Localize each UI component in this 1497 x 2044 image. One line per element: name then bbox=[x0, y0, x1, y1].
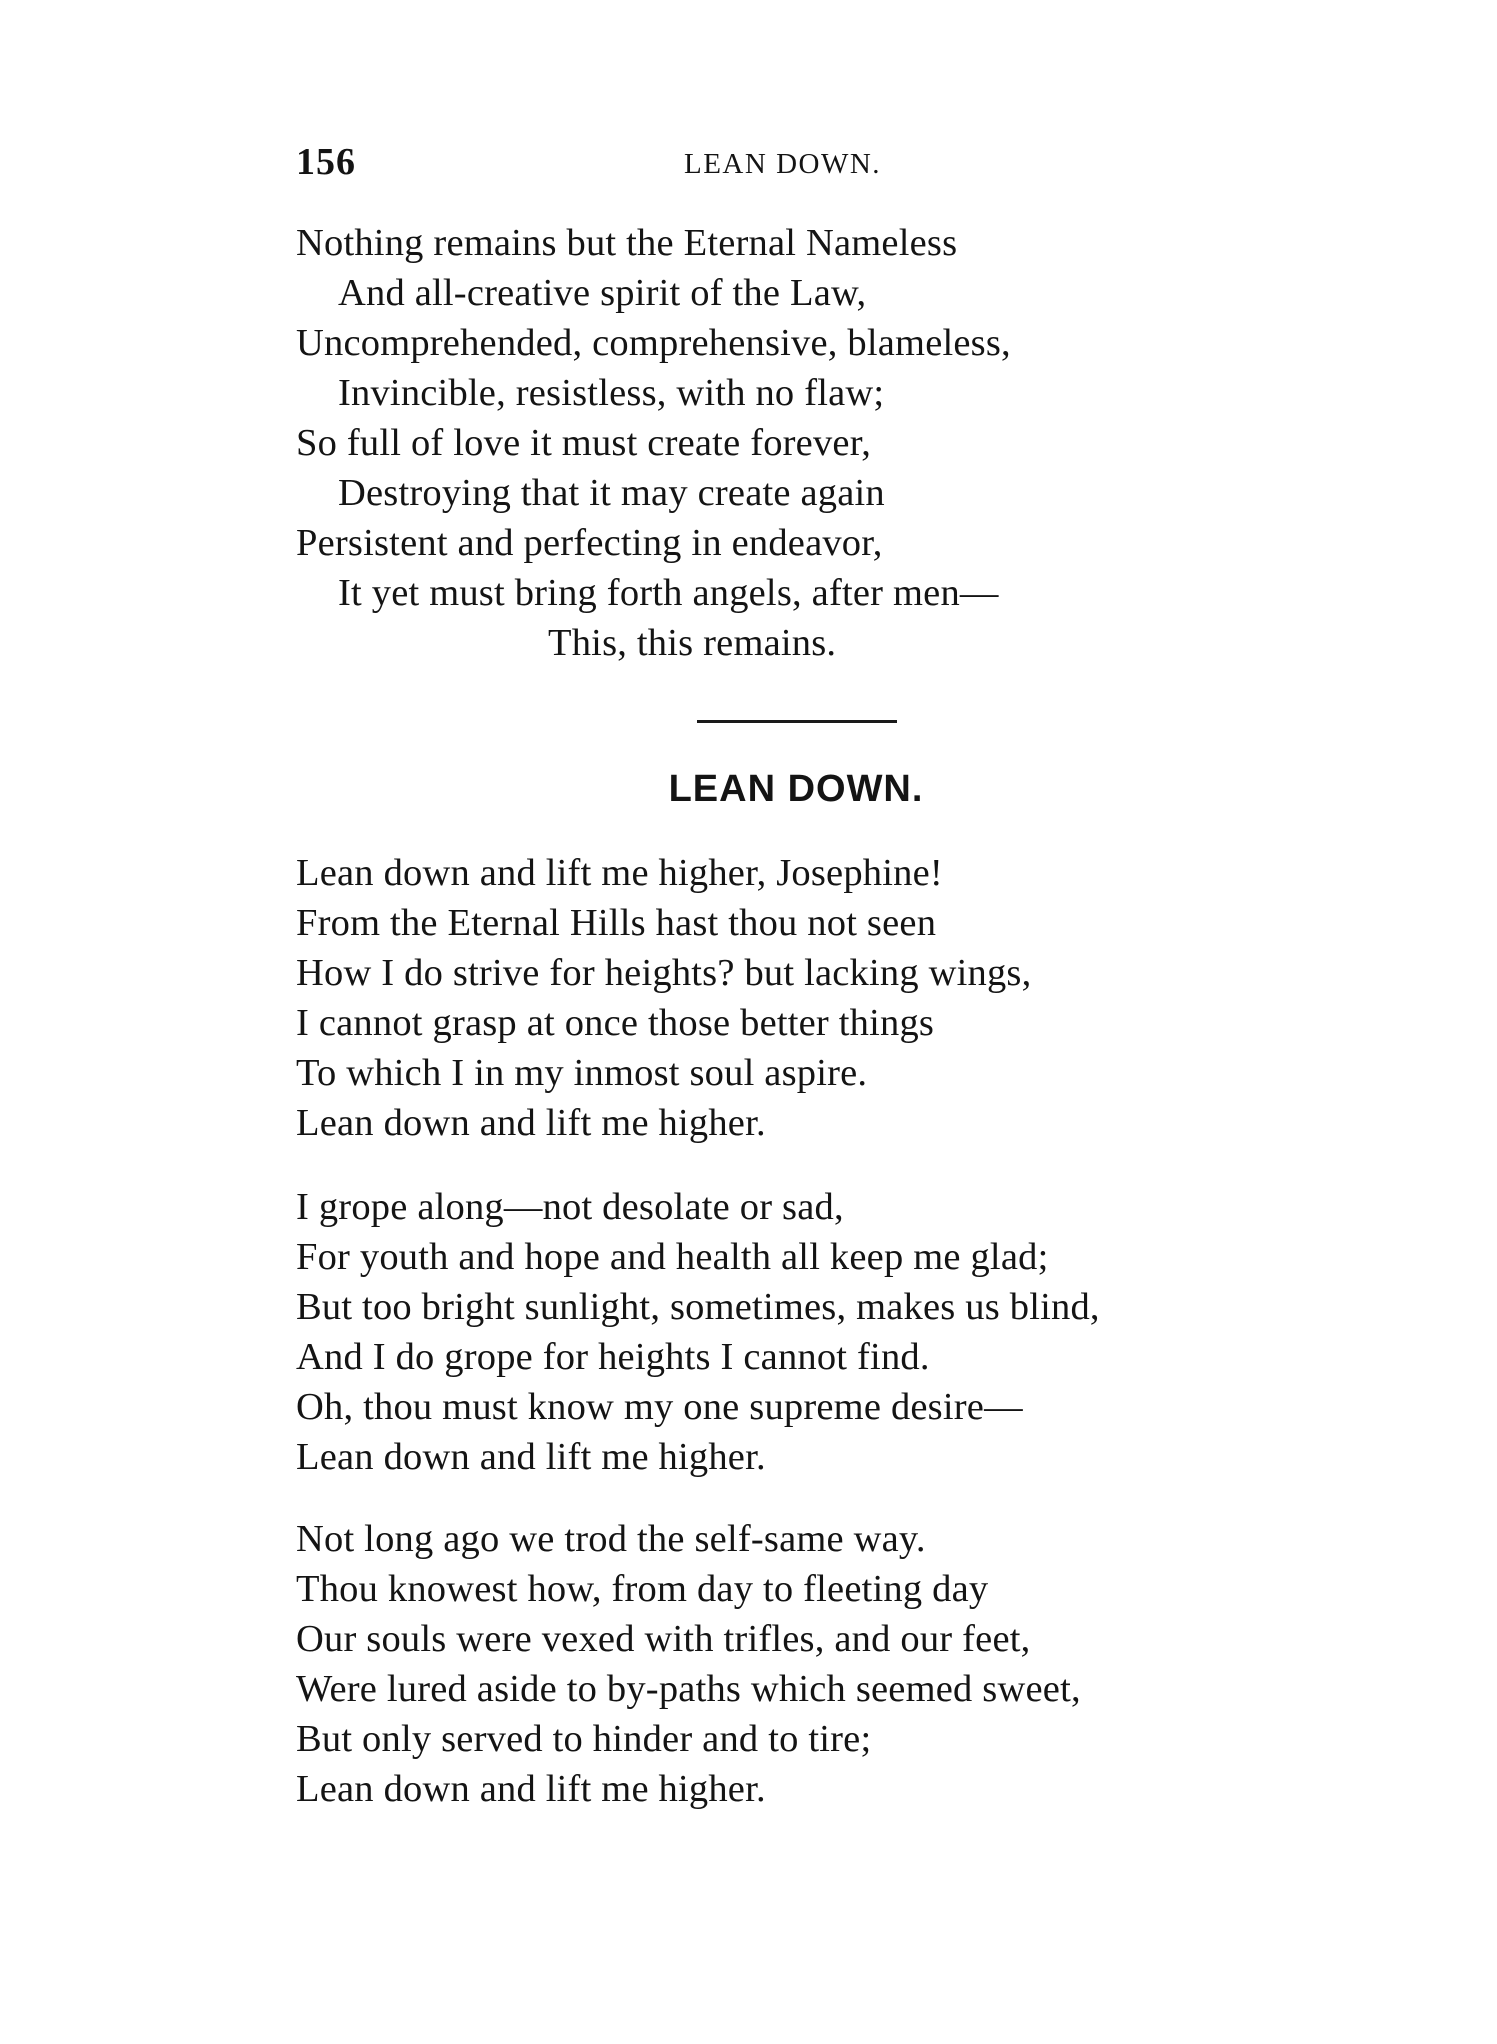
verse-line: But only served to hinder and to tire; bbox=[296, 1718, 872, 1760]
verse-line: How I do strive for heights? but lacking wings, bbox=[296, 952, 1032, 994]
verse-line: I grope along—not desolate or sad, bbox=[296, 1186, 844, 1228]
section-divider bbox=[697, 720, 897, 723]
verse-line: And I do grope for heights I cannot find. bbox=[296, 1336, 930, 1378]
verse-line: I cannot grasp at once those better things bbox=[296, 1002, 935, 1044]
verse-line: From the Eternal Hills hast thou not seen bbox=[296, 902, 937, 944]
verse-line: Persistent and perfecting in endeavor, bbox=[296, 522, 883, 564]
verse-line: It yet must bring forth angels, after men— bbox=[338, 572, 999, 614]
verse-line: Lean down and lift me higher. bbox=[296, 1768, 766, 1810]
verse-line: Not long ago we trod the self-same way. bbox=[296, 1518, 926, 1560]
stanza bbox=[296, 848, 1346, 1148]
verse-line: Invincible, resistless, with no flaw; bbox=[338, 372, 885, 414]
running-title: LEAN DOWN. bbox=[684, 148, 882, 180]
verse-line: Nothing remains but the Eternal Nameless bbox=[296, 222, 958, 264]
verse-line: Uncomprehended, comprehensive, blameless, bbox=[296, 322, 1011, 364]
verse-line: Were lured aside to by-paths which seemed sweet, bbox=[296, 1668, 1081, 1710]
previous-poem-ending bbox=[296, 218, 1346, 668]
verse-line: Lean down and lift me higher. bbox=[296, 1102, 766, 1144]
verse-line: Our souls were vexed with trifles, and our feet, bbox=[296, 1618, 1031, 1660]
verse-line: So full of love it must create forever, bbox=[296, 422, 872, 464]
verse-line: Destroying that it may create again bbox=[338, 472, 885, 514]
verse-line: For youth and hope and health all keep me glad; bbox=[296, 1236, 1049, 1278]
poem-title: LEAN DOWN. bbox=[668, 768, 924, 810]
verse-line: But too bright sunlight, sometimes, makes us blind, bbox=[296, 1286, 1100, 1328]
verse-line: To which I in my inmost soul aspire. bbox=[296, 1052, 868, 1094]
verse-line: And all-creative spirit of the Law, bbox=[338, 272, 867, 314]
verse-line: Lean down and lift me higher, Josephine! bbox=[296, 852, 943, 894]
verse-line: Thou knowest how, from day to fleeting day bbox=[296, 1568, 989, 1610]
stanza bbox=[296, 1514, 1346, 1814]
running-head bbox=[296, 140, 1296, 190]
verse-line: Oh, thou must know my one supreme desire— bbox=[296, 1386, 1023, 1428]
verse-line-refrain: This, this remains. bbox=[548, 622, 837, 664]
verse-line: Lean down and lift me higher. bbox=[296, 1436, 766, 1478]
stanza bbox=[296, 1182, 1346, 1482]
page-number: 156 bbox=[296, 141, 356, 183]
